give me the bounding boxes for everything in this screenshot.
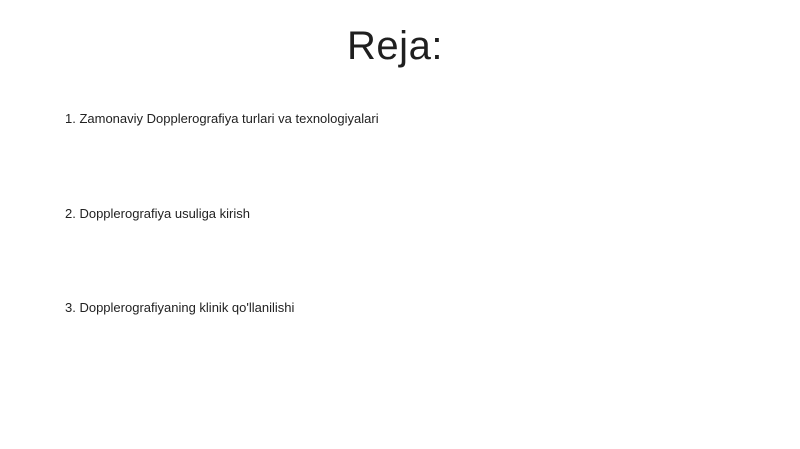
- slide-title: Reja:: [347, 24, 443, 68]
- plan-item-2: 2. Dopplerografiya usuliga kirish: [65, 206, 250, 221]
- plan-item-3: 3. Dopplerografiyaning klinik qo'llanilishi: [65, 300, 295, 315]
- plan-item-1: 1. Zamonaviy Dopplerografiya turlari va texnologiyalari: [65, 111, 379, 126]
